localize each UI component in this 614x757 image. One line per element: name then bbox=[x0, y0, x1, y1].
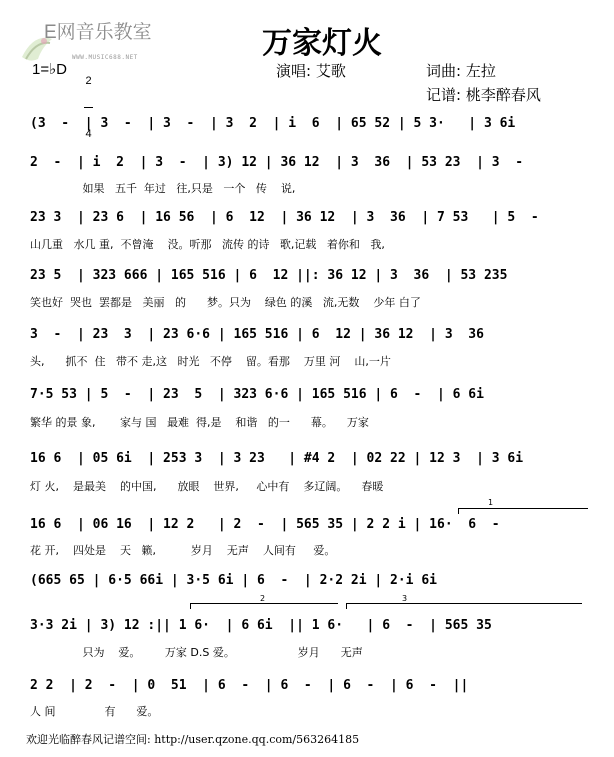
logo bbox=[6, 10, 46, 50]
song-title: 万家灯火 bbox=[262, 26, 382, 61]
notation-row-7: 16 6 | 05 6i | 253 3 | 3 23 | #4 2 | 02 22 | 12 3 | 3 6i bbox=[30, 451, 524, 466]
key-signature: 1=♭D bbox=[32, 61, 68, 78]
lyrics-row-11: 人 间 有 爱。 bbox=[30, 705, 159, 718]
volta-1-label: 1 bbox=[488, 498, 494, 507]
lyrics-row-5: 头, 抓不 住 带不 走,这 时光 不停 留。看那 万里 河 山,一片 bbox=[30, 355, 391, 368]
notation-row-9: (665 65 | 6·5 66i | 3·5 6i | 6 - | 2·2 2i | 2·i 6i bbox=[30, 573, 437, 588]
time-signature bbox=[84, 56, 93, 149]
notation-row-4: 23 5 | 323 666 | 165 516 | 6 12 ||: 36 12 | 3 36 | 53 235 bbox=[30, 268, 508, 283]
notation-row-1: (3 - | 3 - | 3 - | 3 2 | i 6 | 65 52 | 5 3· | 3 6i bbox=[30, 116, 516, 131]
logo-text: E网音乐教室 bbox=[44, 22, 152, 43]
lyrics-row-8: 花 开, 四处是 天 籁, 岁月 无声 人间有 爱。 bbox=[30, 544, 336, 557]
notation-row-5: 3 - | 23 3 | 23 6·6 | 165 516 | 6 12 | 36 12 | 3 36 bbox=[30, 327, 484, 342]
volta-3-label: 3 bbox=[402, 594, 408, 603]
time-signature-bottom: 4 bbox=[85, 128, 92, 140]
lyrics-row-2: 如果 五千 年过 往,只是 一个 传 说, bbox=[30, 182, 296, 195]
singer: 演唱: 艾歌 bbox=[276, 62, 346, 80]
lyricist-composer: 词曲: 左拉 bbox=[426, 62, 496, 80]
lyrics-row-6: 繁华 的景 象, 家与 国 最难 得,是 和谐 的一 幕。 万家 bbox=[30, 416, 369, 429]
lyrics-row-3: 山几重 水几 重, 不曾淹 没。听那 流传 的诗 歌,记载 着你和 我, bbox=[30, 238, 385, 251]
notation-row-10: 3·3 2i | 3) 12 :|| 1 6· | 6 6i || 1 6· | 6 - | 565 35 bbox=[30, 618, 492, 633]
notation-row-3: 23 3 | 23 6 | 16 56 | 6 12 | 36 12 | 3 36 | 7 53 | 5 - bbox=[30, 210, 539, 225]
lyrics-row-4: 笑也好 哭也 罢都是 美丽 的 梦。只为 绿色 的溪 流,无数 少年 白了 bbox=[30, 296, 421, 309]
footer-credit: 欢迎光临醉春风记谱空间: http://user.qzone.qq.com/563264185 bbox=[26, 733, 360, 746]
time-signature-top: 2 bbox=[85, 75, 92, 87]
transcriber: 记谱: 桃李醉春风 bbox=[426, 86, 541, 104]
notation-row-6: 7·5 53 | 5 - | 23 5 | 323 6·6 | 165 516 | 6 - | 6 6i bbox=[30, 387, 484, 402]
notation-row-11: 2 2 | 2 - | 0 51 | 6 - | 6 - | 6 - | 6 - || bbox=[30, 678, 469, 693]
logo-url: WWW.MUSIC688.NET bbox=[72, 54, 138, 61]
lyrics-row-10: 只为 爱。 万家 D.S 爱。 岁月 无声 bbox=[30, 646, 363, 659]
volta-2-label: 2 bbox=[260, 594, 266, 603]
notation-row-2: 2 - | i 2 | 3 - | 3) 12 | 36 12 | 3 36 | 53 23 | 3 - bbox=[30, 155, 524, 170]
lyrics-row-7: 灯 火, 是最美 的中国, 放眼 世界, 心中有 多辽阔。 春暖 bbox=[30, 480, 384, 493]
notation-row-8: 16 6 | 06 16 | 12 2 | 2 - | 565 35 | 2 2 i | 16· 6 - bbox=[30, 517, 500, 532]
